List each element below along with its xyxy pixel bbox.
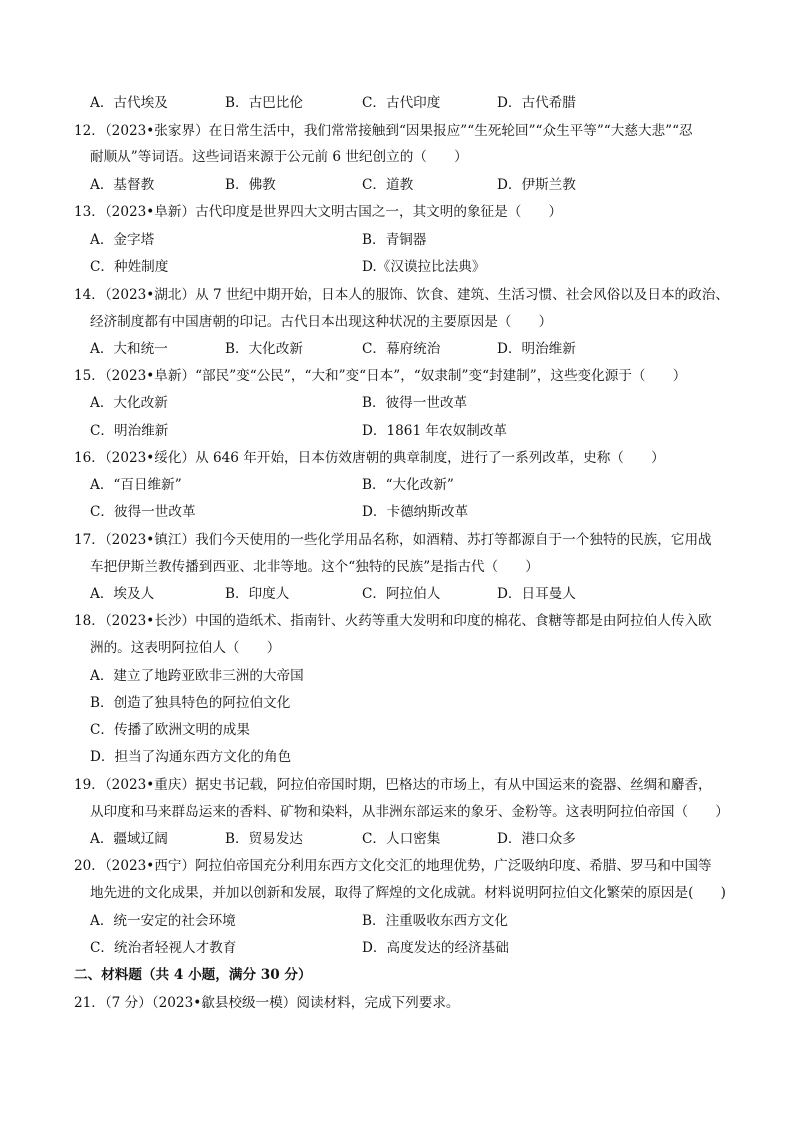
q17-stem-line-1: 17．（2023•镇江）我们今天使用的一些化学用品名称，如酒精、苏打等都源自于一个独特的民族，它用战 xyxy=(74,532,712,548)
q15-option-c: C．明治维新 xyxy=(90,423,169,439)
q11-option-a: A．古代埃及 xyxy=(90,95,168,111)
q12-stem-line-1: 12．（2023•张家界）在日常生活中，我们常常接触到“因果报应”“生死轮回”“众生平等”“大慈大悲”“忍 xyxy=(74,123,693,139)
q13-option-c: C．种姓制度 xyxy=(90,259,169,275)
q19-option-d: D．港口众多 xyxy=(497,831,576,847)
q20-option-b: B．注重吸收东西方文化 xyxy=(362,913,508,929)
q14-option-c: C．幕府统治 xyxy=(362,341,441,357)
q11-option-d: D．古代希腊 xyxy=(497,95,576,111)
q16-option-b: B．“大化改新” xyxy=(362,477,454,493)
q15-option-a: A．大化改新 xyxy=(90,395,168,411)
q15-option-d: D．1861 年农奴制改革 xyxy=(362,423,507,439)
q16-option-a: A．“百日维新” xyxy=(90,477,182,493)
q13-option-b: B．青铜器 xyxy=(362,232,427,248)
q19-stem-line-1: 19．（2023•重庆）据史书记载，阿拉伯帝国时期，巴格达的市场上，有从中国运来的瓷器、丝绸和麝香， xyxy=(74,777,712,793)
q20-option-a: A．统一安定的社会环境 xyxy=(90,913,236,929)
q19-option-c: C．人口密集 xyxy=(362,831,441,847)
q16-option-d: D．卡德纳斯改革 xyxy=(362,504,469,520)
q11-option-c: C．古代印度 xyxy=(362,95,441,111)
q14-stem-line-2: 经济制度都有中国唐朝的印记。古代日本出现这种状况的主要原因是（ ） xyxy=(90,314,553,330)
q15-option-b: B．彼得一世改革 xyxy=(362,395,468,411)
q21-stem-line-1: 21．（7 分）（2023•歙县校级一模）阅读材料，完成下列要求。 xyxy=(74,995,460,1011)
q17-option-d: D．日耳曼人 xyxy=(497,586,576,602)
q17-option-c: C．阿拉伯人 xyxy=(362,586,441,602)
q14-stem-line-1: 14．（2023•湖北）从 7 世纪中期开始，日本人的服饰、饮食、建筑、生活习惯、社会风俗以及日本的政治、 xyxy=(74,287,729,303)
q20-option-d: D．高度发达的经济基础 xyxy=(362,940,509,956)
q12-option-d: D．伊斯兰教 xyxy=(497,177,576,193)
section-2-heading: 二、材料题（共 4 小题，满分 30 分） xyxy=(74,967,312,983)
q12-option-b: B．佛教 xyxy=(225,177,276,193)
q17-option-b: B．印度人 xyxy=(225,586,290,602)
q14-option-a: A．大和统一 xyxy=(90,341,168,357)
q12-option-c: C．道教 xyxy=(362,177,414,193)
q18-stem-line-1: 18．（2023•长沙）中国的造纸术、指南针、火药等重大发明和印度的棉花、食糖等都是由阿拉伯人传入欧 xyxy=(74,613,712,629)
q12-stem-line-2: 耐顺从”等词语。这些词语来源于公元前 6 世纪创立的（ ） xyxy=(90,149,468,165)
q18-stem-line-2: 洲的。这表明阿拉伯人（ ） xyxy=(90,640,281,656)
q12-option-a: A．基督教 xyxy=(90,177,155,193)
q16-option-c: C．彼得一世改革 xyxy=(90,504,196,520)
q15-stem-line-1: 15．（2023•阜新）“部民”变“公民”，“大和”变“日本”，“奴隶制”变“封建制”，这些变化源于（ ） xyxy=(74,368,687,384)
q18-option-c: C．传播了欧洲文明的成果 xyxy=(90,722,250,738)
q20-stem-line-2: 地先进的文化成果，并加以创新和发展，取得了辉煌的文化成就。材料说明阿拉伯文化繁荣的原因是( ) xyxy=(90,885,726,901)
q18-option-d: D．担当了沟通东西方文化的角色 xyxy=(90,749,292,765)
q19-stem-line-2: 从印度和马来群岛运来的香料、矿物和染料，从非洲东部运来的象牙、金粉等。这表明阿拉伯帝国（ ） xyxy=(90,804,729,820)
q13-option-d: D.《汉谟拉比法典》 xyxy=(362,259,486,275)
q13-stem-line-1: 13．（2023•阜新）古代印度是世界四大文明古国之一，其文明的象征是（ ） xyxy=(74,204,563,220)
q18-option-a: A．建立了地跨亚欧非三洲的大帝国 xyxy=(90,668,304,684)
q18-option-b: B．创造了独具特色的阿拉伯文化 xyxy=(90,695,291,711)
q13-option-a: A．金字塔 xyxy=(90,232,155,248)
q19-option-b: B．贸易发达 xyxy=(225,831,303,847)
q11-option-b: B．古巴比伦 xyxy=(225,95,303,111)
q14-option-d: D．明治维新 xyxy=(497,341,576,357)
q17-option-a: A．埃及人 xyxy=(90,586,155,602)
q16-stem-line-1: 16．（2023•绥化）从 646 年开始，日本仿效唐朝的典章制度，进行了一系列改革，史称（ ） xyxy=(74,450,665,466)
q20-stem-line-1: 20．（2023•西宁）阿拉伯帝国充分利用东西方文化交汇的地理优势，广泛吸纳印度、希腊、罗马和中国等 xyxy=(74,858,712,874)
q17-stem-line-2: 车把伊斯兰教传播到西亚、北非等地。这个“独特的民族”是指古代（ ） xyxy=(90,559,539,575)
q19-option-a: A．疆域辽阔 xyxy=(90,831,168,847)
q20-option-c: C．统治者轻视人才教育 xyxy=(90,940,237,956)
q14-option-b: B．大化改新 xyxy=(225,341,303,357)
